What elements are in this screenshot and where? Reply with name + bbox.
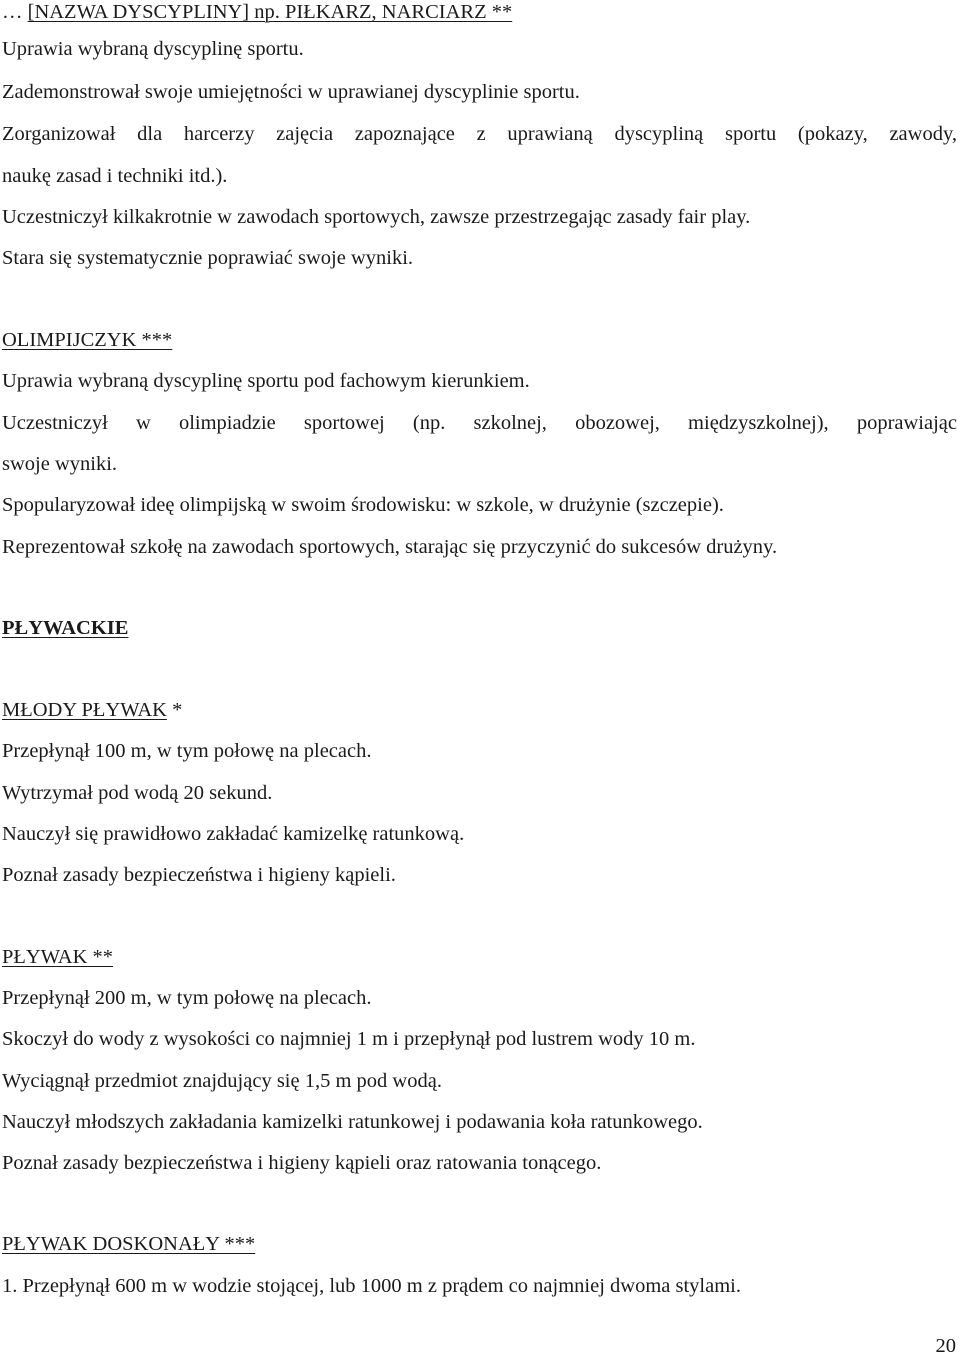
page-number: 20 bbox=[935, 1335, 956, 1357]
section-heading-plywak-doskonaly: PŁYWAK DOSKONAŁY *** bbox=[2, 1233, 256, 1255]
requirement-line: Przepłynął 200 m, w tym połowę na plecach. bbox=[2, 987, 372, 1009]
requirement-line: Stara się systematycznie poprawiać swoje wyniki. bbox=[2, 247, 414, 269]
requirement-line: Zademonstrował swoje umiejętności w uprawianej dyscyplinie sportu. bbox=[2, 81, 580, 103]
requirement-line: Uczestniczył kilkakrotnie w zawodach sportowych, zawsze przestrzegając zasady fair play. bbox=[2, 206, 751, 228]
requirement-line: Poznał zasady bezpieczeństwa i higieny kąpieli oraz ratowania tonącego. bbox=[2, 1152, 602, 1174]
heading-text: MŁODY PŁYWAK bbox=[2, 699, 167, 721]
heading-text: [NAZWA DYSCYPLINY] np. PIŁKARZ, NARCIARZ ** bbox=[27, 1, 513, 23]
requirement-line: Uczestniczył w olimpiadzie sportowej (np. szkolnej, obozowej, międzyszkolnej), poprawiając bbox=[2, 412, 957, 434]
section-heading-pilkarz bbox=[2, 0, 512, 24]
requirement-line: Poznał zasady bezpieczeństwa i higieny kąpieli. bbox=[2, 864, 396, 886]
requirement-line: Reprezentował szkołę na zawodach sportowych, starając się przyczynić do sukcesów drużyny. bbox=[2, 536, 778, 558]
requirement-line: naukę zasad i techniki itd.). bbox=[2, 165, 228, 187]
requirement-line: Spopularyzował ideę olimpijską w swoim środowisku: w szkole, w drużynie (szczepie). bbox=[2, 494, 724, 516]
requirement-line: 1. Przepłynął 600 m w wodzie stojącej, lub 1000 m z prądem co najmniej dwoma stylami. bbox=[2, 1275, 741, 1297]
heading-prefix: … bbox=[2, 1, 28, 23]
section-heading-olimpijczyk: OLIMPIJCZYK *** bbox=[2, 329, 173, 351]
requirement-line: Uprawia wybraną dyscyplinę sportu pod fachowym kierunkiem. bbox=[2, 370, 530, 392]
category-heading-plywackie: PŁYWACKIE bbox=[2, 617, 129, 639]
section-heading-plywak: PŁYWAK ** bbox=[2, 946, 114, 968]
requirement-line: swoje wyniki. bbox=[2, 453, 118, 475]
requirement-line: Nauczył się prawidłowo zakładać kamizelkę ratunkową. bbox=[2, 823, 465, 845]
requirement-line: Wytrzymał pod wodą 20 sekund. bbox=[2, 782, 273, 804]
requirement-line: Skoczył do wody z wysokości co najmniej 1 m i przepłynął pod lustrem wody 10 m. bbox=[2, 1028, 696, 1050]
requirement-line: Uprawia wybraną dyscyplinę sportu. bbox=[2, 38, 304, 60]
heading-stars: * bbox=[166, 699, 183, 721]
requirement-line: Wyciągnął przedmiot znajdujący się 1,5 m pod wodą. bbox=[2, 1070, 442, 1092]
section-heading-mlody-plywak bbox=[2, 698, 182, 722]
requirement-line: Nauczył młodszych zakładania kamizelki ratunkowej i podawania koła ratunkowego. bbox=[2, 1111, 703, 1133]
requirement-line: Przepłynął 100 m, w tym połowę na plecach. bbox=[2, 740, 372, 762]
requirement-line: Zorganizował dla harcerzy zajęcia zapoznające z uprawianą dyscypliną sportu (pokazy, zawody, bbox=[2, 123, 957, 145]
